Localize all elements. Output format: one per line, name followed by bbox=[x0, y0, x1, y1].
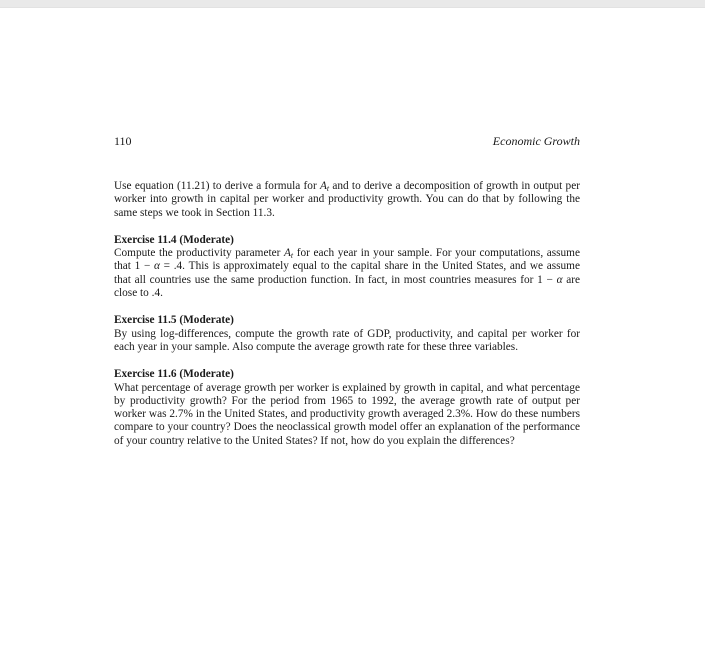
running-head bbox=[114, 134, 580, 154]
math-a-var: A bbox=[319, 180, 327, 192]
math-a-var: A bbox=[283, 247, 291, 260]
book-title: Economic Growth bbox=[492, 134, 580, 148]
exercise-11-6 bbox=[114, 368, 580, 448]
math-a-t bbox=[284, 247, 293, 259]
exercise-text-1: Compute the productivity parameter bbox=[114, 247, 284, 260]
math-alpha: α bbox=[556, 273, 563, 286]
exercise-title: Exercise 11.6 (Moderate) bbox=[114, 368, 234, 381]
page-number: 110 bbox=[114, 134, 132, 148]
intro-text-2: and to derive a decomposition of growth in output per worker into growth in capital per worker and productivity growth. You can do that by following the same steps we took in Section 11.3. bbox=[114, 180, 580, 219]
exercise-title: Exercise 11.5 (Moderate) bbox=[114, 314, 234, 327]
page-content bbox=[114, 180, 580, 448]
exercise-text-2: for each year in your sample. For your computations, assume that 1 − bbox=[114, 247, 580, 273]
intro-paragraph bbox=[114, 180, 580, 220]
exercise-text-3: = .4. This is approximately equal to the capital share in the United States, and we assume that all countries use the same production function. In fact, in most countries measures for 1 − bbox=[114, 260, 580, 286]
math-a-t bbox=[320, 180, 329, 192]
exercise-text-4: are close to .4. bbox=[114, 273, 580, 300]
exercise-11-5 bbox=[114, 314, 580, 354]
intro-text-1: Use equation (11.21) to derive a formula for bbox=[114, 180, 320, 192]
exercise-body: What percentage of average growth per worker is explained by growth in capital, and what percentage by productivity growth? For the period from 1965 to 1992, the average growth rate of output per worker was 2.7% in the United States, and productivity growth averaged 2.3%. How do these numbers compare to your country? Does the neoclassical growth model offer an explanation of the performance of your country relative to the United States? If not, how do you explain the differences? bbox=[114, 381, 580, 447]
math-a-sub: t bbox=[326, 184, 330, 193]
exercise-title: Exercise 11.4 (Moderate) bbox=[114, 233, 234, 246]
book-page bbox=[114, 134, 580, 448]
exercise-11-4 bbox=[114, 234, 580, 300]
viewer-top-bar bbox=[0, 0, 705, 8]
math-alpha: α bbox=[154, 260, 160, 273]
exercise-body bbox=[114, 247, 580, 300]
math-a-sub: t bbox=[290, 251, 294, 261]
exercise-body: By using log-differences, compute the growth rate of GDP, productivity, and capital per worker for each year in your sample. Also compute the average growth rate for these three variables. bbox=[114, 327, 580, 353]
